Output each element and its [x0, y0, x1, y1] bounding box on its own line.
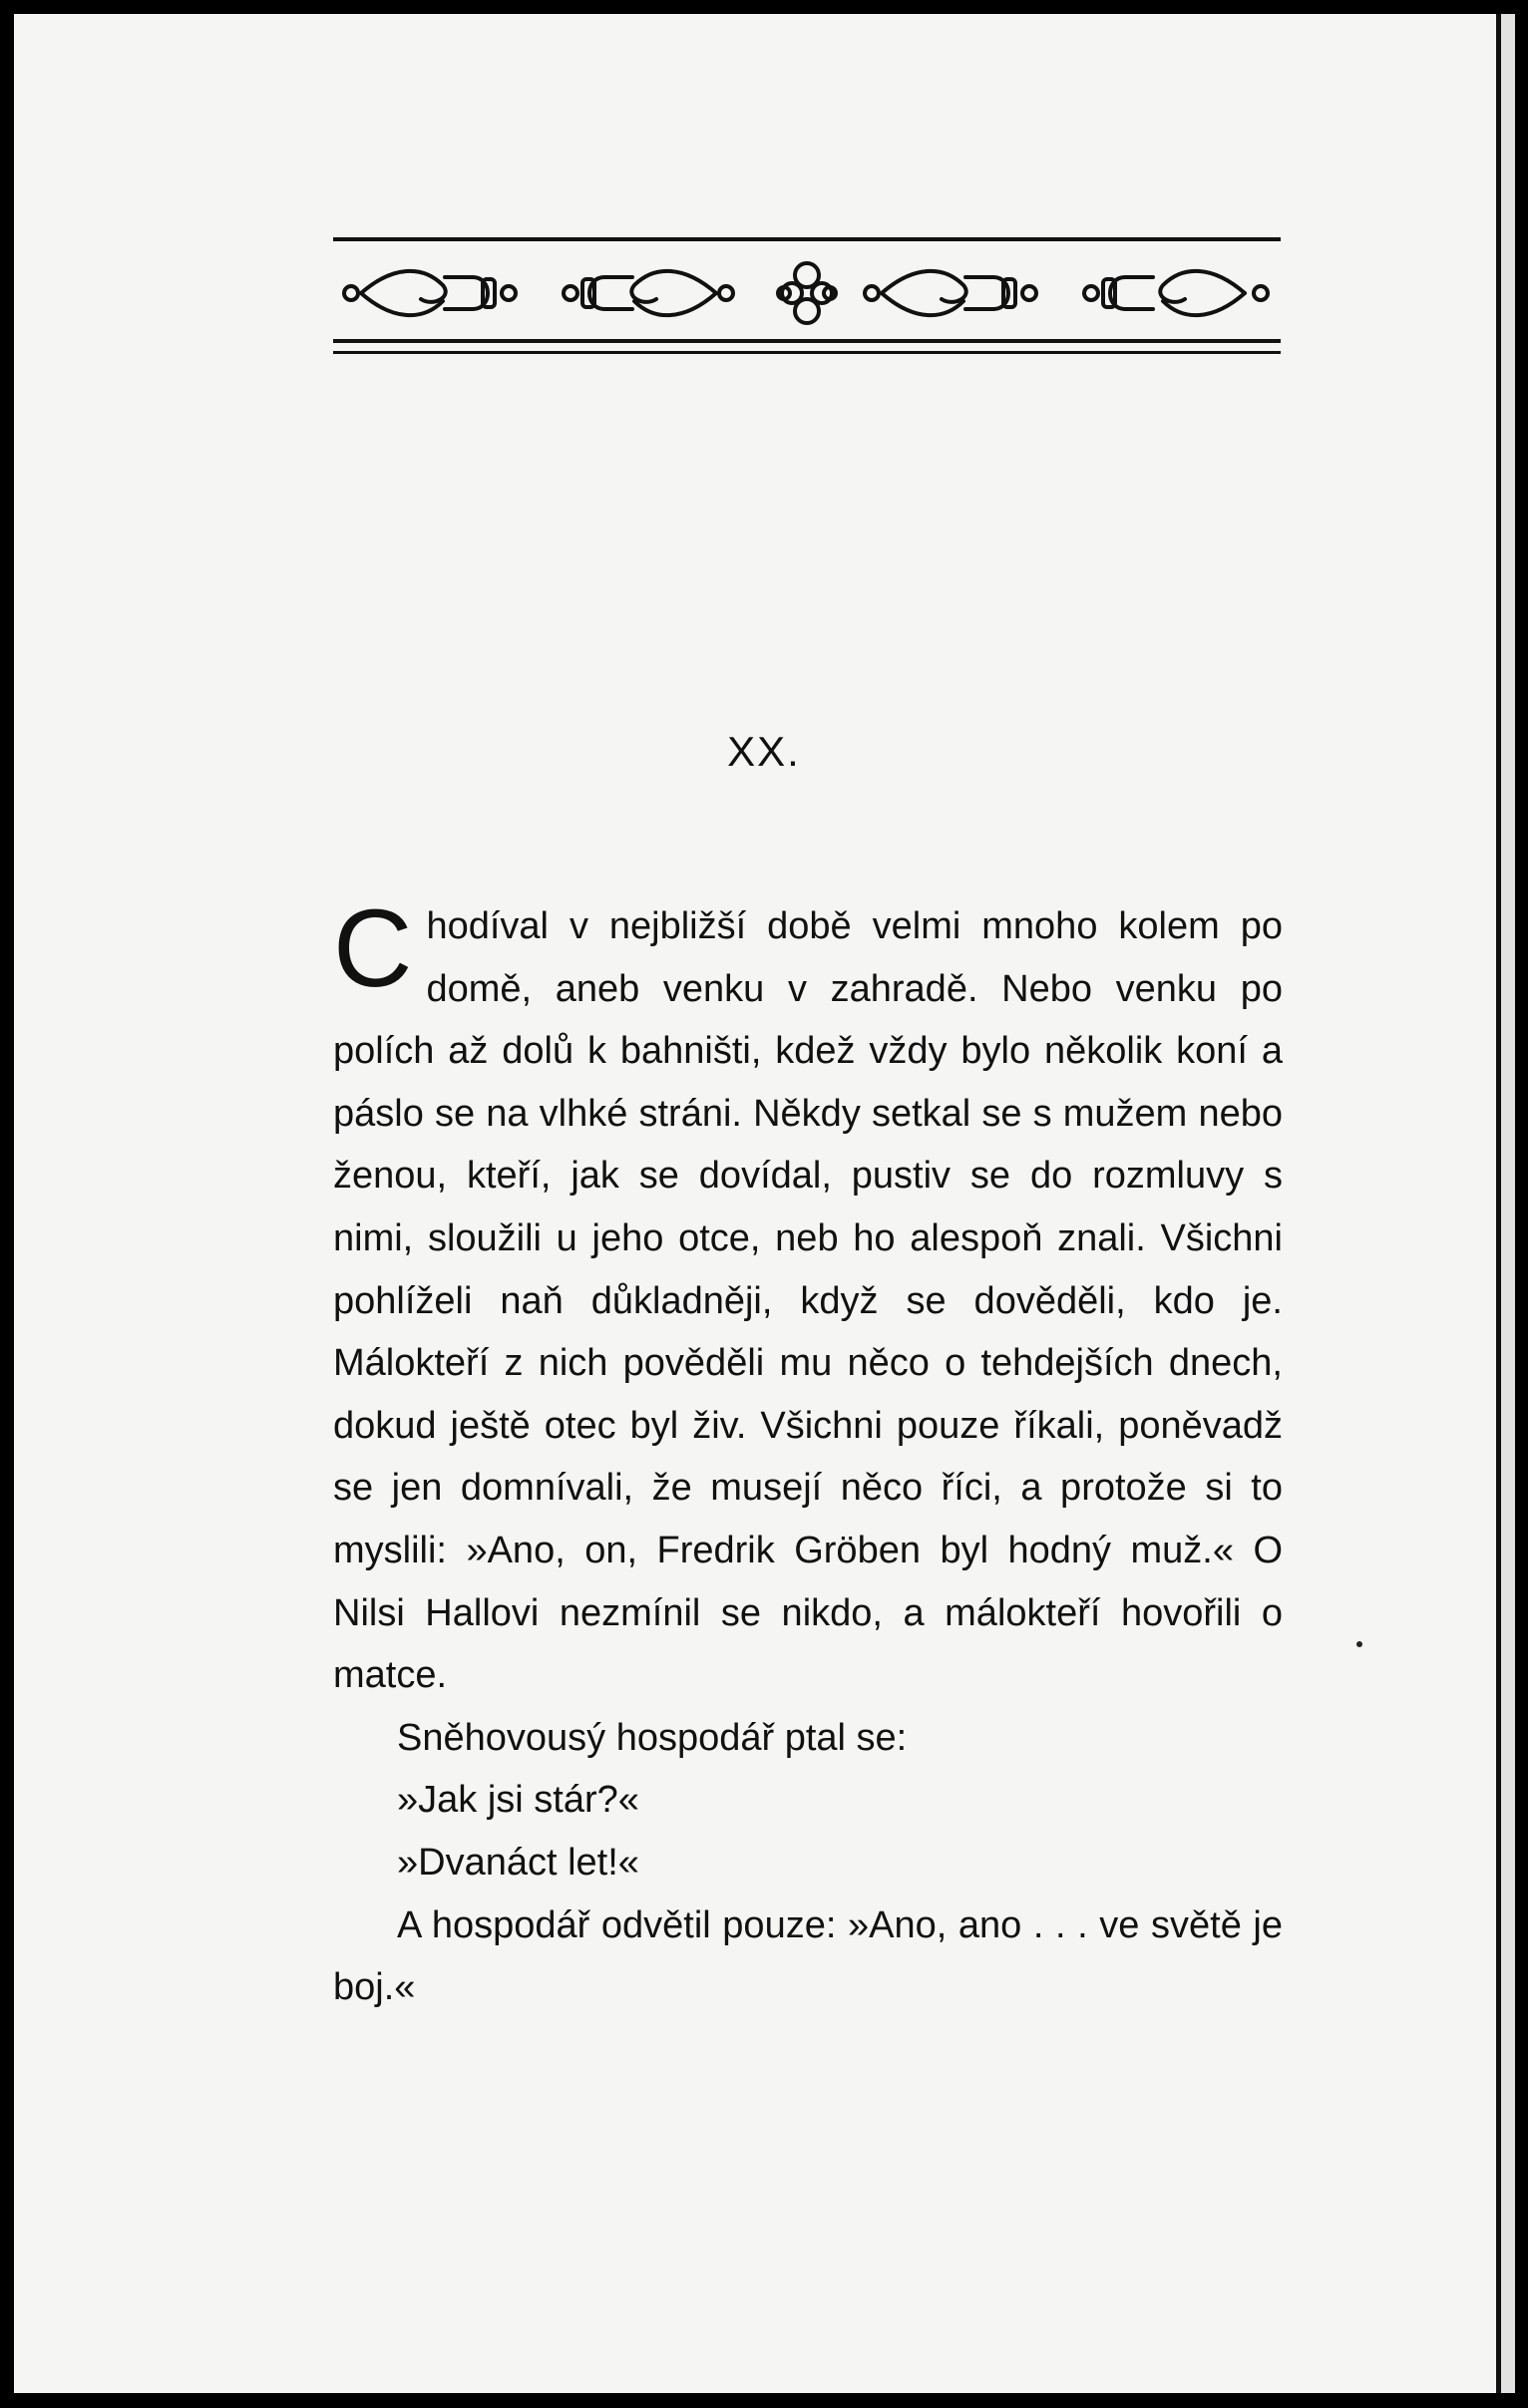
ornament-top-rule	[333, 237, 1281, 241]
chapter-number: XX.	[727, 728, 801, 775]
ornament-bottom-rule	[333, 339, 1281, 343]
paragraph-1-text: hodíval v nejbližší době velmi mnoho kolem po domě, aneb venku v zahradě. Nebo venku po polích až dolů k bahništi, kdež vždy bylo několik koní a páslo se na vlhké stráni. Někdy setkal se s mužem nebo ženou, kteří, jak se dovídal, pustiv se do rozmluvy s nimi, sloužili u jeho otce, neb ho alespoň znali. Všichni pohlíželi naň důkladněji, když se dověděli, kdo je. Málokteří z nich pověděli mu něco o tehdejších dnech, dokud ještě otec byl živ. Všichni pouze říkali, poněvadž se jen domnívali, že musejí něco říci, a protože si to myslili: »Ano, on, Fredrik Gröben byl hodný muž.« O Nilsi Hallovi nezmínil se nikdo, a málokteří hovořili o matce.	[333, 905, 1283, 1697]
chapter-text	[333, 887, 1283, 2019]
ink-speck	[1356, 1641, 1362, 1647]
paragraph-5: A hospodář odvětil pouze: »Ano, ano . . . ve světě je boj.«	[333, 1903, 1283, 2009]
paragraph-3: »Jak jsi stár?«	[397, 1779, 639, 1822]
ornament-bottom-rule-thin	[333, 351, 1281, 354]
page-spine-edge	[1496, 14, 1515, 2393]
paragraph-4: »Dvanáct let!«	[397, 1841, 639, 1884]
paragraph-2: Sněhovousý hospodář ptal se:	[397, 1716, 908, 1759]
paragraph-1	[333, 887, 1283, 1707]
drop-cap: C	[333, 887, 413, 1010]
decorative-ornament-band	[333, 255, 1281, 331]
